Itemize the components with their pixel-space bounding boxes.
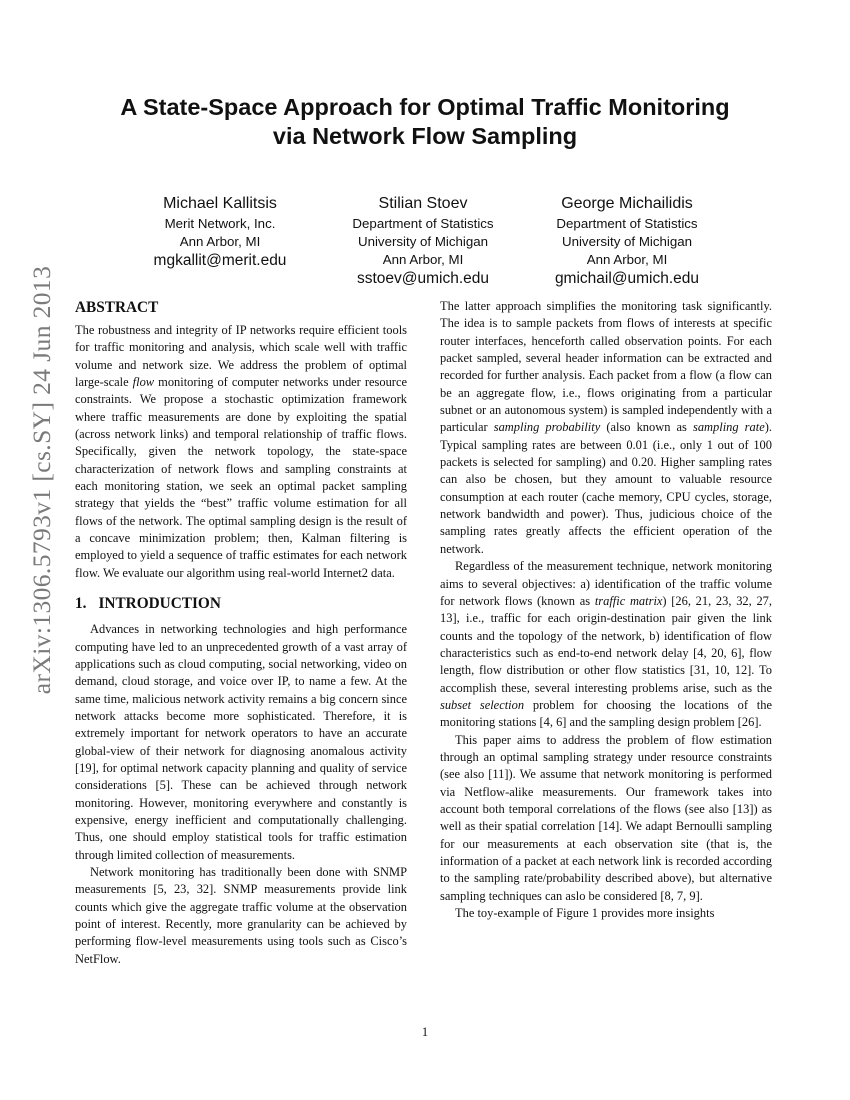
- right-paragraph-4: The toy-example of Figure 1 provides more insights: [455, 906, 715, 921]
- paragraph-text-part: The latter approach simplifies the monitoring task significantly. The idea is to sample packets from flows of interests at specific router interfaces, henceforth called observation points. For each packet sampled, several header information can be extracted and recorded for further analysis. Each packet from a flow (a flow can be an aggregate flow, i.e., flows originating from a particular subnet or an autonomous system) is sampled independently with a particular: [440, 299, 772, 435]
- author-name: George Michailidis: [561, 195, 693, 212]
- page-number: 1: [421, 1025, 429, 1039]
- paragraph-text-part: ). Typical sampling rates are between 0.01 (i.e., only 1 out of 100 packets is selected for sampling) and 0.20. Higher sampling rates can also be chosen, but they amount to valuable resource consumption at each router (cache memory, CPU cycles, storage, network bandwidth and power). Thus, judicious choice of the sampling rates greatly affects the efficient operation of the network.: [440, 420, 772, 556]
- author-location: Ann Arbor, MI: [179, 234, 261, 249]
- intro-paragraph-2: Network monitoring has traditionally been done with SNMP measurements [5, 23, 32]. SNMP measurements provide link counts which give the aggregate traffic volume at the observation point of interest. Recently, more granularity can be achieved by performing flow-level measurements using tools such as Cisco’s NetFlow.: [75, 864, 407, 966]
- author-affiliation: Department of Statistics: [352, 216, 494, 231]
- author-block-3: [512, 193, 742, 289]
- abstract-heading: ABSTRACT: [75, 299, 159, 316]
- author-affiliation: Department of Statistics: [556, 216, 698, 231]
- author-affiliation: University of Michigan: [561, 234, 693, 249]
- paragraph-emphasis: subset selection: [440, 697, 525, 712]
- paragraph-text-part: problem for choosing the locations of the monitoring stations [4, 6] and the sampling design problem [26].: [440, 697, 772, 730]
- right-paragraph-2: [440, 558, 772, 731]
- title-line-2: via Network Flow Sampling: [272, 123, 578, 149]
- author-affiliation: University of Michigan: [357, 234, 489, 249]
- author-affiliation: Merit Network, Inc.: [164, 216, 276, 231]
- author-name: Stilian Stoev: [378, 195, 468, 212]
- abstract-text: [75, 322, 407, 582]
- abstract-text-part: The robustness and integrity of IP networks require efficient tools for traffic monitoring and analysis, which scale well with traffic volume and network size. We address the problem of optimal large-scale: [75, 323, 407, 390]
- left-column: [75, 298, 407, 968]
- abstract-text-part: monitoring of computer networks under resource constraints. We propose a stochastic optimization framework where traffic measurements are done by exploiting the spatial (across network links) and temporal relationship of traffic flows. Specifically, given the network topology, the state-space characterization of network flows and sampling constraints at each monitoring station, we seek an optimal packet sampling strategy that yields the “best” traffic volume estimation for all flows of the network. The optimal sampling design is the result of a concave minimization problem; then, Kalman filtering is employed to yield a sequence of traffic estimates for each network flow. We evaluate our algorithm using real-world Internet2 data.: [75, 375, 407, 580]
- title-line-1: A State-Space Approach for Optimal Traffic Monitoring: [120, 94, 730, 120]
- paragraph-emphasis: sampling rate: [692, 420, 765, 435]
- abstract-emphasis: flow: [132, 375, 155, 390]
- paragraph-emphasis: traffic matrix: [594, 593, 663, 608]
- author-location: Ann Arbor, MI: [382, 252, 464, 267]
- introduction-heading: [75, 594, 407, 614]
- paper-title: [80, 93, 770, 151]
- right-paragraph-1: [440, 298, 772, 558]
- author-email[interactable]: mgkallit@merit.edu: [153, 252, 287, 269]
- paragraph-text-part: ) [26, 21, 23, 32, 27, 13], i.e., traffic for each origin-destination pair given the link counts and the topology of the network, b) identification of flow characteristics such as end-to-end network delay [4, 20, 6], flow length, flow distribution or other flow statistics [31, 10, 12]. To accomplish these, several interesting problems arise, such as the: [440, 593, 772, 695]
- author-email[interactable]: gmichail@umich.edu: [554, 270, 700, 287]
- paragraph-text-part: (also known as: [600, 420, 693, 435]
- right-paragraph-3: This paper aims to address the problem of flow estimation through an optimal sampling strategy under resource constraints (see also [11]). We assume that network monitoring is performed via Netflow-alike measurements. Our framework takes into account both temporal correlations of the flows (see also [13]) as well as their spatial correlation [14]. We adapt Bernoulli sampling for our measurements at each observation site (that is, the information of a packet at each network link is recorded according to the sampling rate/probability described above), but alternative sampling techniques can aslo be considered [8, 7, 9].: [440, 732, 772, 903]
- section-number: 1.: [75, 595, 87, 613]
- author-name: Michael Kallitsis: [163, 195, 277, 212]
- author-block-2: [308, 193, 538, 289]
- author-location: Ann Arbor, MI: [586, 252, 668, 267]
- author-email[interactable]: sstoev@umich.edu: [356, 270, 490, 287]
- paragraph-text-part: Regardless of the measurement technique, network monitoring aims to several objectives: a) identification of the traffic volume for network flows (known as: [440, 559, 772, 608]
- section-title: INTRODUCTION: [98, 595, 221, 613]
- author-block-1: [105, 193, 335, 271]
- right-column: [440, 298, 772, 922]
- arxiv-identifier-stamp: arXiv:1306.5793v1 [cs.SY] 24 Jun 2013: [27, 265, 56, 695]
- intro-paragraph-1: Advances in networking technologies and high performance computing have led to an unprecedented growth of a vast array of applications such as cloud computing, social networking, video on demand, cloud storage, and voice over IP, to name a few. At the same time, malicious network activity remains a big concern since network attacks become more sophisticated. Therefore, it is extremely important for network operators to have an accurate global-view of their network for diagnosing anomalous activity [19], for optimal network capacity planning and quality of service considerations [5]. These can be achieved through network monitoring. However, monitoring everywhere and constantly is expensive, energy inefficient and computationally challenging. Thus, one should employ statistical tools for traffic estimation through limited collection of measurements.: [75, 622, 407, 862]
- paragraph-emphasis: sampling probability: [493, 420, 601, 435]
